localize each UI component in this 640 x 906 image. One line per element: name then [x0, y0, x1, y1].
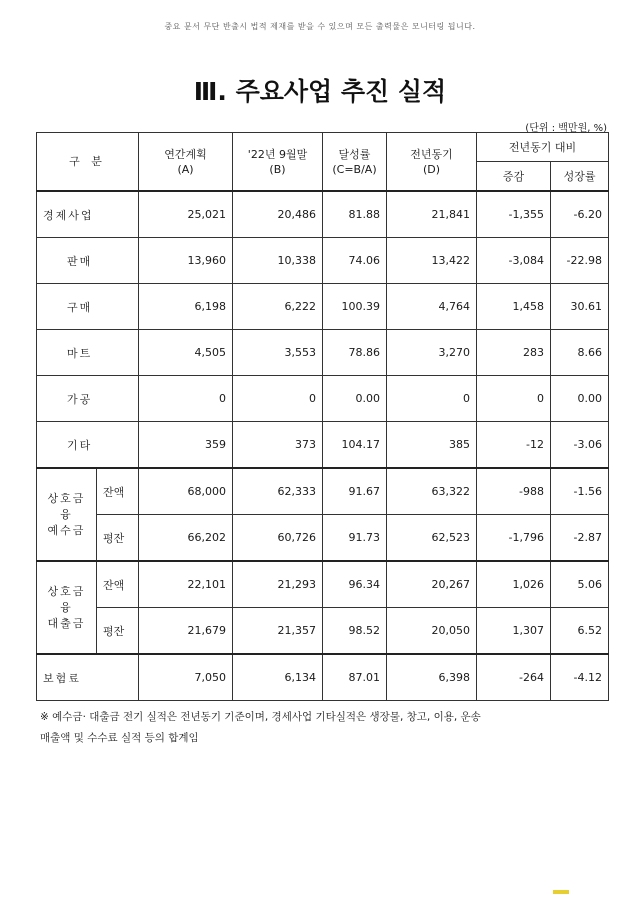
cell-plan: 6,198: [139, 284, 233, 330]
cell-plan: 4,505: [139, 330, 233, 376]
cell-sep: 21,293: [233, 561, 323, 608]
cell-plan: 359: [139, 422, 233, 469]
cell-prev: 21,841: [387, 191, 477, 238]
cell-growth: -6.20: [551, 191, 609, 238]
cell-growth: 30.61: [551, 284, 609, 330]
cell-growth: 6.52: [551, 608, 609, 655]
cell-change: -3,084: [477, 238, 551, 284]
cell-rate: 74.06: [323, 238, 387, 284]
cell-prev: 3,270: [387, 330, 477, 376]
cell-prev: 20,050: [387, 608, 477, 655]
unit-label: (단위 : 백만원, %): [525, 123, 607, 134]
cell-prev: 13,422: [387, 238, 477, 284]
cell-growth: 8.66: [551, 330, 609, 376]
cell-sep: 20,486: [233, 191, 323, 238]
cell-rate: 91.67: [323, 468, 387, 515]
cell-growth: -22.98: [551, 238, 609, 284]
footnote: [40, 707, 600, 749]
corner-logo-mark: [553, 889, 572, 895]
cell-rate: 0.00: [323, 376, 387, 422]
cell-sep: 60,726: [233, 515, 323, 562]
row-label: 보험료: [37, 654, 139, 701]
row-label: 기타: [37, 422, 139, 469]
table-row-economic: [37, 191, 609, 238]
cell-rate: 96.34: [323, 561, 387, 608]
row-label: 판매: [37, 238, 139, 284]
cell-plan: 22,101: [139, 561, 233, 608]
row-label: 가공: [37, 376, 139, 422]
group-label-deposits: 상호금융 예수금: [37, 468, 97, 561]
group-label-loans: 상호금융 대출금: [37, 561, 97, 654]
table-row-processing: [37, 376, 609, 422]
cell-change: -1,796: [477, 515, 551, 562]
cell-prev: 0: [387, 376, 477, 422]
performance-table: [36, 132, 609, 701]
cell-rate: 104.17: [323, 422, 387, 469]
cell-growth: 0.00: [551, 376, 609, 422]
cell-rate: 81.88: [323, 191, 387, 238]
cell-prev: 4,764: [387, 284, 477, 330]
cell-change: 283: [477, 330, 551, 376]
cell-change: -1,355: [477, 191, 551, 238]
table-row-sales: [37, 238, 609, 284]
cell-change: -264: [477, 654, 551, 701]
header-category: 구 분: [37, 133, 139, 192]
header-change: 증감: [477, 162, 551, 192]
header-growth: 성장률: [551, 162, 609, 192]
logo-icon: [553, 890, 569, 894]
row-label: 잔액: [97, 468, 139, 515]
cell-change: 1,307: [477, 608, 551, 655]
cell-prev: 385: [387, 422, 477, 469]
cell-rate: 78.86: [323, 330, 387, 376]
cell-sep: 6,134: [233, 654, 323, 701]
cell-growth: -2.87: [551, 515, 609, 562]
row-label: 잔액: [97, 561, 139, 608]
cell-sep: 3,553: [233, 330, 323, 376]
footnote-line-2: 매출액 및 수수료 실적 등의 합계임: [40, 732, 199, 744]
table-row-deposit-average: [37, 515, 609, 562]
cell-rate: 100.39: [323, 284, 387, 330]
cell-plan: 21,679: [139, 608, 233, 655]
cell-rate: 87.01: [323, 654, 387, 701]
cell-growth: -4.12: [551, 654, 609, 701]
table-row-mart: [37, 330, 609, 376]
row-label: 평잔: [97, 515, 139, 562]
header-vs-prev: 전년동기 대비: [477, 133, 609, 162]
cell-growth: 5.06: [551, 561, 609, 608]
cell-sep: 6,222: [233, 284, 323, 330]
table-row-insurance: [37, 654, 609, 701]
cell-prev: 63,322: [387, 468, 477, 515]
cell-rate: 91.73: [323, 515, 387, 562]
page-title: Ⅲ. 주요사업 추진 실적: [193, 77, 447, 106]
cell-prev: 6,398: [387, 654, 477, 701]
cell-plan: 0: [139, 376, 233, 422]
cell-change: -988: [477, 468, 551, 515]
cell-plan: 7,050: [139, 654, 233, 701]
header-annual-plan: 연간계획 (A): [139, 133, 233, 192]
cell-plan: 25,021: [139, 191, 233, 238]
footnote-line-1: ※ 예수금· 대출금 전기 실적은 전년동기 기준이며, 경세사업 기타실적은 생장물, 창고, 이용, 운송: [40, 711, 481, 723]
cell-sep: 373: [233, 422, 323, 469]
row-label: 경제사업: [37, 191, 139, 238]
table-row-loan-balance: [37, 561, 609, 608]
cell-growth: -3.06: [551, 422, 609, 469]
header-prev-year: 전년동기 (D): [387, 133, 477, 192]
cell-plan: 13,960: [139, 238, 233, 284]
cell-prev: 20,267: [387, 561, 477, 608]
header-sep22: '22년 9월말 (B): [233, 133, 323, 192]
cell-change: 1,458: [477, 284, 551, 330]
cell-change: -12: [477, 422, 551, 469]
cell-rate: 98.52: [323, 608, 387, 655]
cell-sep: 0: [233, 376, 323, 422]
row-label: 마트: [37, 330, 139, 376]
table-row-loan-average: [37, 608, 609, 655]
cell-change: 1,026: [477, 561, 551, 608]
cell-plan: 66,202: [139, 515, 233, 562]
cell-sep: 62,333: [233, 468, 323, 515]
cell-sep: 21,357: [233, 608, 323, 655]
header-achievement: 달성률 (C=B/A): [323, 133, 387, 192]
cell-growth: -1.56: [551, 468, 609, 515]
row-label: 평잔: [97, 608, 139, 655]
cell-sep: 10,338: [233, 238, 323, 284]
cell-plan: 68,000: [139, 468, 233, 515]
table-row-purchase: [37, 284, 609, 330]
row-label: 구매: [37, 284, 139, 330]
confidentiality-warning: 중요 문서 무단 반출시 법적 제재를 받을 수 있으며 모든 출력물은 모니터링 됩니다.: [164, 22, 476, 31]
table-row-other: [37, 422, 609, 469]
table-row-deposit-balance: [37, 468, 609, 515]
cell-change: 0: [477, 376, 551, 422]
cell-prev: 62,523: [387, 515, 477, 562]
